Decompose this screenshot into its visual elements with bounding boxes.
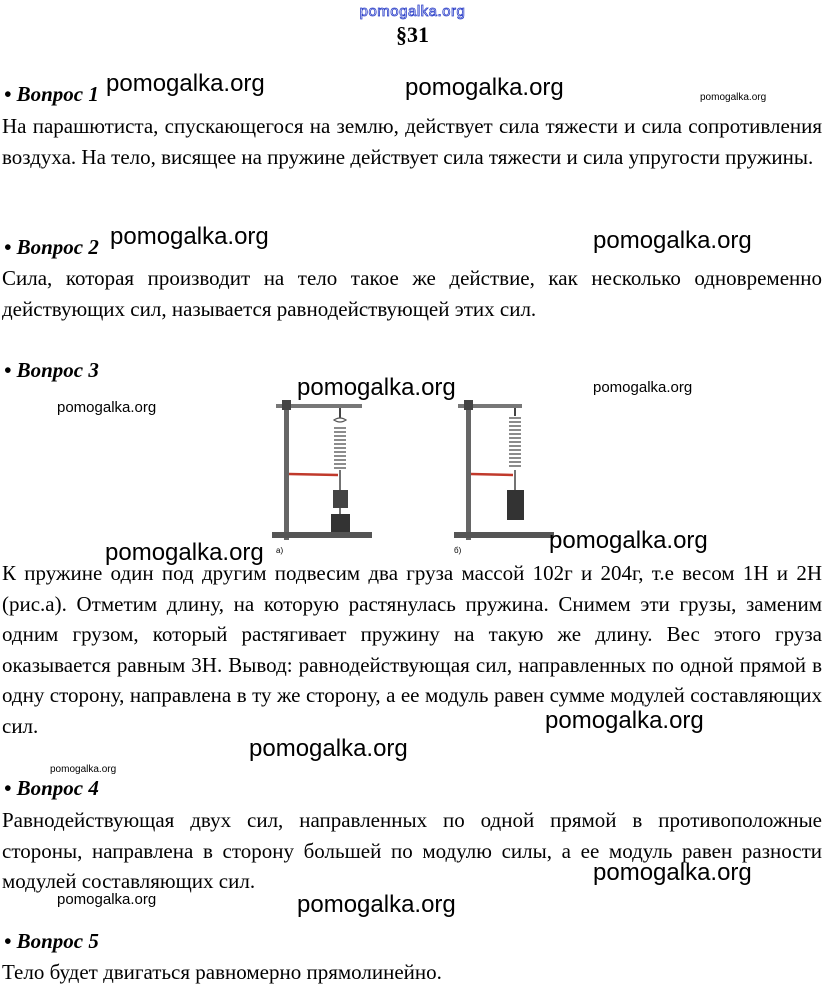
watermark-text: pomogalka.org [106,70,265,97]
section-number: §31 [396,22,429,47]
watermark-text: pomogalka.org [297,891,456,918]
spring-experiment-figure [262,398,562,558]
watermark-text: pomogalka.org [297,374,456,401]
question-4-title: • Вопрос 4 [4,776,99,800]
figure-label-b: б) [454,546,462,555]
question-1-title: • Вопрос 1 [4,82,99,106]
watermark-text: pomogalka.org [57,399,157,416]
question-5-answer: Тело будет двигаться равномерно прямолинейно. [2,960,442,984]
watermark-text: pomogalka.org [105,539,264,566]
watermark-text: pomogalka.org [50,764,117,775]
question-5-title: • Вопрос 5 [4,929,99,953]
watermark-text: pomogalka.org [593,227,752,254]
question-2-title: • Вопрос 2 [4,235,99,259]
watermark-text: pomogalka.org [57,891,157,908]
stand-b [454,400,554,540]
watermark-text: pomogalka.org [405,74,564,101]
watermark-text: pomogalka.org [700,92,767,103]
watermark-text: pomogalka.org [110,223,269,250]
question-3-title: • Вопрос 3 [4,358,99,382]
watermark-text: pomogalka.org [593,379,693,396]
question-1-answer: На парашютиста, спускающегося на землю, действует сила тяжести и сила сопротивления воздуха. На тело, висящее на пружине действует сила тяжести и сила упругости пружины. [2,114,822,169]
question-2-answer: Сила, которая производит на тело такое же действие, как несколько одновременно действующих сил, называется равнодействующей этих сил. [2,266,822,321]
watermark-text: pomogalka.org [249,735,408,762]
stand-a [272,400,372,540]
question-4-answer: Равнодействующая двух сил, направленных по одной прямой в противоположные стороны, направлена в сторону большей по модулю силы, а ее модуль равен разности модулей составляющих сил. [2,808,822,893]
watermark-text: pomogalka.org [545,707,704,734]
question-3-answer: К пружине один под другим подвесим два груза массой 102г и 204г, т.е весом 1Н и 2Н (рис.а). Отметим длину, на которую растянулась пружина. Снимем эти грузы, заменим одним грузом, который растягивает пружину на такую же длину. Вес этого груза оказывается равным 3Н. Вывод: равнодействующая сил, направленных по одной прямой в одну сторону, направлена в ту же сторону, а ее модуль равен сумме модулей составляющих сил. [2,561,822,738]
watermark-text: pomogalka.org [549,527,708,554]
watermark-text: pomogalka.org [593,859,752,886]
site-url-header: pomogalka.org [359,3,466,20]
figure-label-a: а) [276,546,284,555]
